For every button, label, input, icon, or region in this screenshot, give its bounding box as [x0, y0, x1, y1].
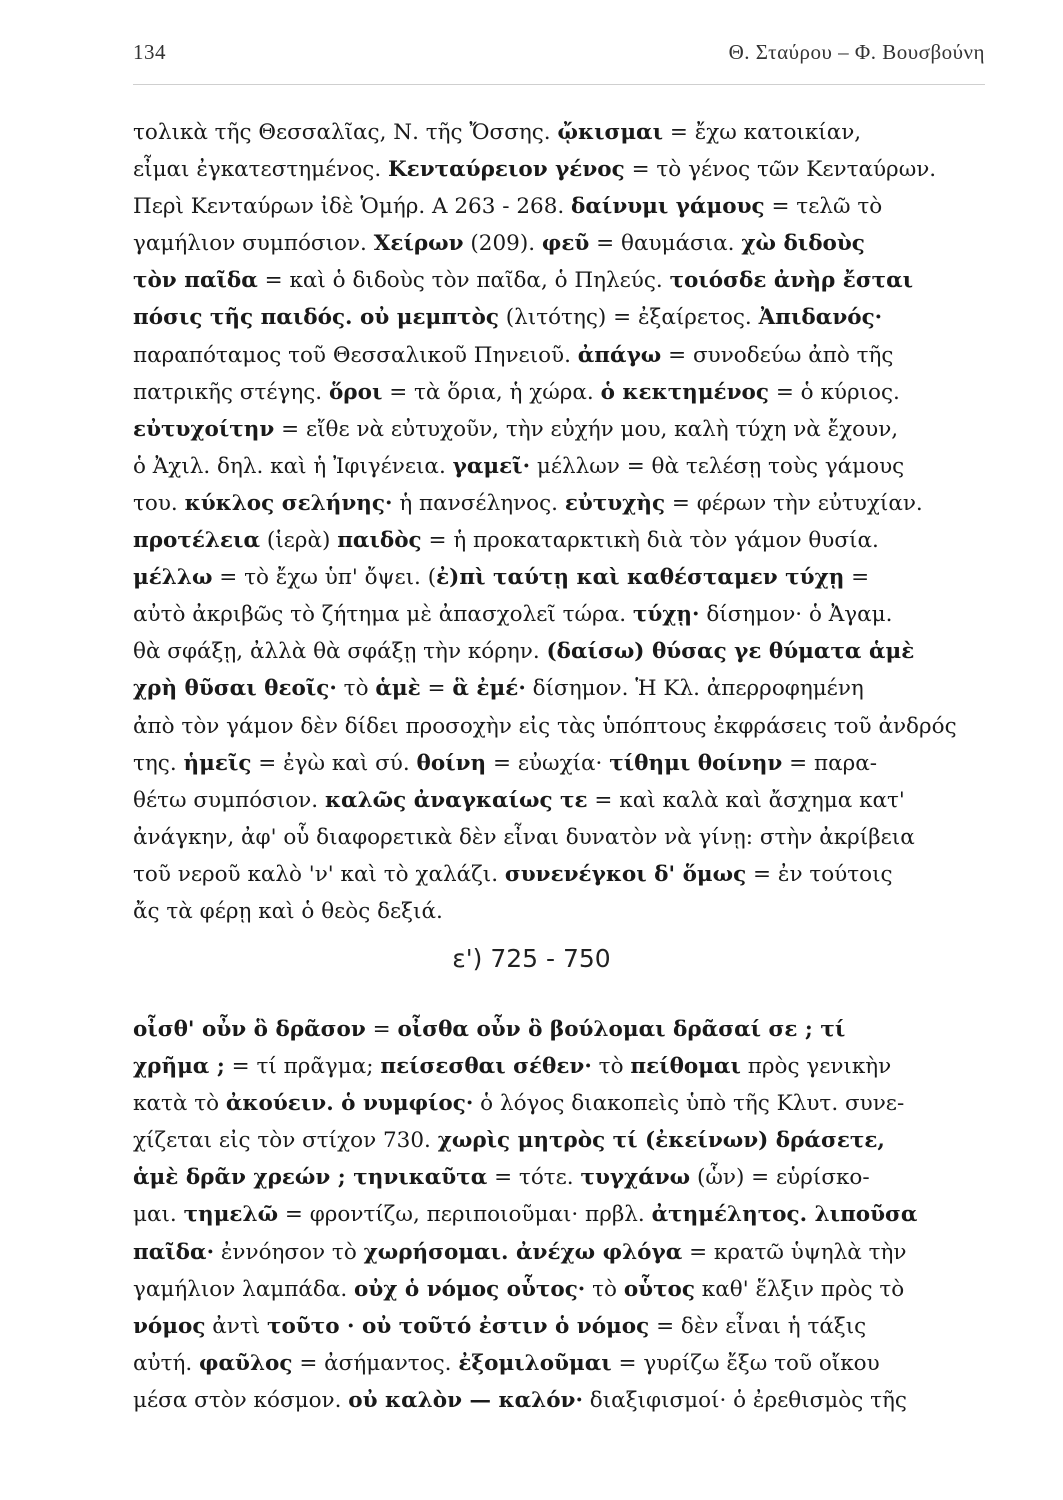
lemma-term: χωρήσομαι. ἀνέχω φλόγα: [363, 1239, 683, 1265]
lemma-term: κύκλος σελήνης·: [184, 490, 393, 516]
commentary-block-1: [133, 114, 985, 930]
gloss-text: = εὐωχία·: [486, 750, 610, 776]
text-line: [133, 337, 985, 374]
gloss-text: = τὸ ἔχω ὑπ' ὄψει. (: [212, 565, 437, 591]
text-line: [133, 1085, 985, 1122]
lemma-term: τίθημι θοίνην: [609, 750, 783, 776]
page-number: 134: [133, 40, 166, 64]
gloss-text: μέσα στὸν κόσμον.: [133, 1387, 349, 1413]
gloss-text: =: [365, 1017, 398, 1042]
gloss-text: ἐννόησον τὸ: [214, 1239, 364, 1265]
text-line: [133, 114, 985, 151]
lemma-term: θοίνη: [416, 750, 487, 776]
gloss-text: Περὶ Κενταύρων ἰδὲ Ὁμήρ. Α 263 - 268.: [133, 194, 572, 220]
text-line: [133, 633, 985, 670]
gloss-text: = ἐν τούτοις: [746, 861, 893, 887]
gloss-text: =: [844, 565, 870, 591]
text-line: [133, 1234, 985, 1271]
gloss-text: αὐτὸ ἀκριβῶς τὸ ζήτημα μὲ ἀπασχολεῖ τώρα.: [133, 602, 633, 628]
text-line: [133, 1196, 985, 1233]
gloss-text: = καὶ ὁ διδοὺς τὸν παῖδα, ὁ Πηλεύς.: [257, 268, 670, 294]
gloss-text: = παρα-: [782, 750, 878, 776]
text-line: [133, 299, 985, 336]
lemma-term: τυγχάνω: [580, 1165, 691, 1191]
gloss-text: χίζεται εἰς τὸν στίχον 730.: [133, 1128, 438, 1154]
commentary-block-2: [133, 1011, 985, 1419]
lemma-term: εὐτυχοίτην: [133, 416, 275, 442]
gloss-text: διαξιφισμοί· ὁ ἐρεθισμὸς τῆς: [582, 1387, 907, 1413]
running-head-authors: Θ. Σταύρου – Φ. Βουσβούνη: [728, 40, 985, 64]
lemma-term: προτέλεια: [133, 528, 261, 554]
text-line: [133, 1382, 985, 1419]
lemma-term: μέλλω: [133, 565, 213, 591]
lemma-term: οἶσθα οὖν ὃ βούλομαι δρᾶσαί σε ; τί: [397, 1017, 846, 1042]
gloss-text: = φέρων τὴν εὐτυχίαν.: [665, 490, 923, 516]
gloss-text: παραπόταμος τοῦ Θεσσαλικοῦ Πηνειοῦ.: [133, 342, 578, 368]
gloss-text: (ἱερὰ): [260, 528, 338, 554]
text-line: [133, 782, 985, 819]
gloss-text: = τί πρᾶγμα;: [224, 1054, 381, 1080]
lemma-term: χὼ διδοὺς: [741, 231, 865, 257]
lemma-term: ὅροι: [328, 379, 383, 405]
lemma-term: ἡμεῖς: [183, 750, 252, 776]
gloss-text: =: [420, 676, 453, 702]
lemma-term: συνενέγκοι δ' ὅμως: [504, 861, 747, 887]
gloss-text: πρὸς γενικὴν: [740, 1054, 892, 1080]
lemma-term: Χείρων: [373, 231, 464, 257]
lemma-term: ἁμὲ δρᾶν χρεών ; τηνικαῦτα: [133, 1165, 488, 1191]
gloss-text: = τελῶ τὸ: [764, 194, 883, 220]
gloss-text: = τότε.: [487, 1165, 581, 1191]
gloss-text: τὸ: [336, 676, 376, 702]
gloss-text: ἀντὶ: [205, 1313, 268, 1339]
gloss-text: = τὰ ὅρια, ἡ χώρα.: [382, 379, 601, 405]
gloss-text: = δὲν εἶναι ἡ τάξις: [649, 1313, 867, 1339]
text-line: [133, 1159, 985, 1196]
lemma-term: εὐτυχὴς: [564, 490, 666, 516]
text-line: [133, 522, 985, 559]
lemma-term: ἀτημέλητος. λιποῦσα: [651, 1202, 918, 1228]
lemma-term: Ἀπιδανός·: [758, 305, 883, 331]
gloss-text: αὐτή.: [133, 1350, 200, 1376]
gloss-text: = ἐγὼ καὶ σύ.: [251, 750, 417, 776]
gloss-text: γαμήλιον συμπόσιον.: [133, 231, 374, 257]
gloss-text: (ὧν) = εὑρίσκο-: [690, 1165, 870, 1191]
lemma-term: γαμεῖ·: [452, 453, 531, 479]
gloss-text: (λιτότης) = ἐξαίρετος.: [498, 305, 759, 331]
text-line: [133, 819, 985, 856]
text-line: [133, 670, 985, 707]
lemma-term: ἀκούειν. ὁ νυμφίος·: [225, 1091, 474, 1117]
gloss-text: = καὶ καλὰ καὶ ἄσχημα κατ': [587, 787, 905, 813]
gloss-text: τὸ: [585, 1276, 624, 1302]
lemma-term: ὁ κεκτημένος: [600, 379, 769, 405]
lemma-term: οἶσθ' οὖν ὃ δρᾶσον: [133, 1017, 366, 1042]
text-line: [133, 411, 985, 448]
text-line: [133, 1345, 985, 1382]
lemma-term: ἃ ἐμέ·: [452, 676, 526, 702]
gloss-text: = ἀσήμαντος.: [292, 1350, 459, 1376]
gloss-text: της.: [133, 750, 184, 776]
lemma-term: πείσεσθαι σέθεν·: [380, 1054, 592, 1080]
gloss-text: γαμήλιον λαμπάδα.: [133, 1276, 355, 1302]
gloss-text: ὁ Ἀχιλ. δηλ. καὶ ἡ Ἰφιγένεια.: [133, 453, 453, 479]
gloss-text: εἶμαι ἐγκατεστημένος.: [133, 157, 388, 183]
text-line: [133, 596, 985, 633]
text-line: [133, 1011, 985, 1048]
lemma-term: φεῦ: [541, 231, 590, 257]
gloss-text: = φροντίζω, περιποιοῦμαι· πρβλ.: [278, 1202, 652, 1228]
lemma-term: (δαίσω) θύσας γε θύματα ἁμὲ: [546, 639, 915, 665]
gloss-text: ὁ λόγος διακοπεὶς ὑπὸ τῆς Κλυτ. συνε-: [473, 1091, 905, 1117]
gloss-text: μέλλων = θὰ τελέσῃ τοὺς γάμους: [530, 453, 905, 479]
lemma-term: οὐχ ὁ νόμος οὗτος·: [354, 1276, 586, 1302]
lemma-term: παιδὸς: [337, 528, 422, 554]
lemma-term: φαῦλος: [199, 1350, 293, 1376]
lemma-term: χρῆμα ;: [133, 1054, 225, 1080]
gloss-text: ἀνάγκην, ἀφ' οὗ διαφορετικὰ δὲν εἶναι δυνατὸν νὰ γίνῃ: στὴν ἀκρίβεια: [133, 824, 915, 850]
text-line: [133, 1308, 985, 1345]
lemma-term: πόσις τῆς παιδός. οὐ μεμπτὸς: [133, 305, 499, 331]
lemma-term: πείθομαι: [630, 1054, 741, 1080]
gloss-text: καθ' ἕλξιν πρὸς τὸ: [694, 1276, 905, 1302]
gloss-text: = τὸ γένος τῶν Κενταύρων.: [624, 157, 937, 183]
lemma-term: οὗτος: [623, 1276, 695, 1302]
lemma-term: τοιόσδε ἀνὴρ ἔσται: [669, 268, 914, 294]
lemma-term: χρὴ θῦσαι θεοῖς·: [133, 676, 337, 702]
section-heading: ε') 725 - 750: [452, 944, 611, 973]
lemma-term: τοῦτο · οὐ τοῦτό ἐστιν ὁ νόμος: [267, 1313, 650, 1339]
gloss-text: πατρικῆς στέγης.: [133, 379, 329, 405]
lemma-term: δαίνυμι γάμους: [571, 194, 765, 220]
text-line: [133, 225, 985, 262]
lemma-term: ᾤκισμαι: [557, 120, 664, 145]
lemma-term: τύχῃ·: [632, 602, 700, 628]
lemma-term: νόμος: [133, 1313, 206, 1339]
text-line: [133, 745, 985, 782]
text-line: [133, 188, 985, 225]
gloss-text: μαι.: [133, 1202, 184, 1228]
text-line: [133, 893, 985, 930]
gloss-text: = ἔχω κατοικίαν,: [663, 120, 862, 145]
text-line: [133, 708, 985, 745]
gloss-text: = γυρίζω ἔξω τοῦ οἴκου: [611, 1350, 880, 1376]
gloss-text: τὸ: [591, 1054, 631, 1080]
lemma-term: οὐ καλὸν — καλόν·: [348, 1387, 583, 1413]
lemma-term: καλῶς ἀναγκαίως τε: [324, 787, 588, 813]
gloss-text: τολικὰ τῆς Θεσσαλῖας, Ν. τῆς Ὄσσης.: [133, 120, 558, 145]
text-line: [133, 559, 985, 596]
lemma-term: τημελῶ: [183, 1202, 279, 1228]
gloss-text: δίσημον· ὁ Ἀγαμ.: [699, 602, 893, 628]
gloss-text: θέτω συμπόσιον.: [133, 787, 325, 813]
gloss-text: = εἴθε νὰ εὐτυχοῦν, τὴν εὐχήν μου, καλὴ τύχη νὰ ἔχουν,: [274, 416, 899, 442]
lemma-term: ἀπάγω: [577, 342, 662, 368]
gloss-text: = ὁ κύριος.: [768, 379, 900, 405]
gloss-text: θὰ σφάξῃ, ἀλλὰ θὰ σφάξῃ τὴν κόρην.: [133, 639, 547, 665]
lemma-term: ἐξομιλοῦμαι: [458, 1350, 612, 1376]
text-line: [133, 374, 985, 411]
text-line: [133, 262, 985, 299]
gloss-text: του.: [133, 490, 185, 516]
text-line: [133, 1271, 985, 1308]
gloss-text: ἄς τὰ φέρῃ καὶ ὁ θεὸς δεξιά.: [133, 898, 443, 924]
text-line: [133, 485, 985, 522]
lemma-term: Κενταύρειον γένος: [388, 157, 625, 183]
lemma-term: χωρὶς μητρὸς τί (ἐκείνων) δράσετε,: [437, 1128, 885, 1154]
running-head: [133, 40, 985, 65]
gloss-text: = ἡ προκαταρκτικὴ διὰ τὸν γάμον θυσία.: [421, 528, 879, 554]
lemma-term: παῖδα·: [133, 1239, 215, 1265]
text-line: [133, 1122, 985, 1159]
header-divider: [133, 84, 985, 85]
gloss-text: ἀπὸ τὸν γάμον δὲν δίδει προσοχὴν εἰς τὰς ὑπόπτους ἐκφράσεις τοῦ ἀνδρός: [133, 713, 957, 739]
gloss-text: ἡ πανσέληνος.: [392, 490, 565, 516]
gloss-text: τοῦ νεροῦ καλὸ 'ν' καὶ τὸ χαλάζι.: [133, 861, 505, 887]
lemma-term: τὸν παῖδα: [133, 268, 258, 294]
gloss-text: δίσημον. Ἡ Κλ. ἀπερροφημένη: [525, 676, 864, 702]
text-line: [133, 1048, 985, 1085]
gloss-text: κατὰ τὸ: [133, 1091, 226, 1117]
lemma-term: ἐ)πὶ ταύτῃ καὶ καθέσταμεν τύχῃ: [436, 565, 845, 591]
text-line: [133, 448, 985, 485]
text-line: [133, 856, 985, 893]
text-line: [133, 151, 985, 188]
gloss-text: = κρατῶ ὑψηλὰ τὴν: [682, 1239, 907, 1265]
gloss-text: (209).: [463, 231, 542, 257]
gloss-text: = συνοδεύω ἀπὸ τῆς: [661, 342, 894, 368]
gloss-text: = θαυμάσια.: [589, 231, 742, 257]
lemma-term: ἁμὲ: [375, 676, 421, 702]
